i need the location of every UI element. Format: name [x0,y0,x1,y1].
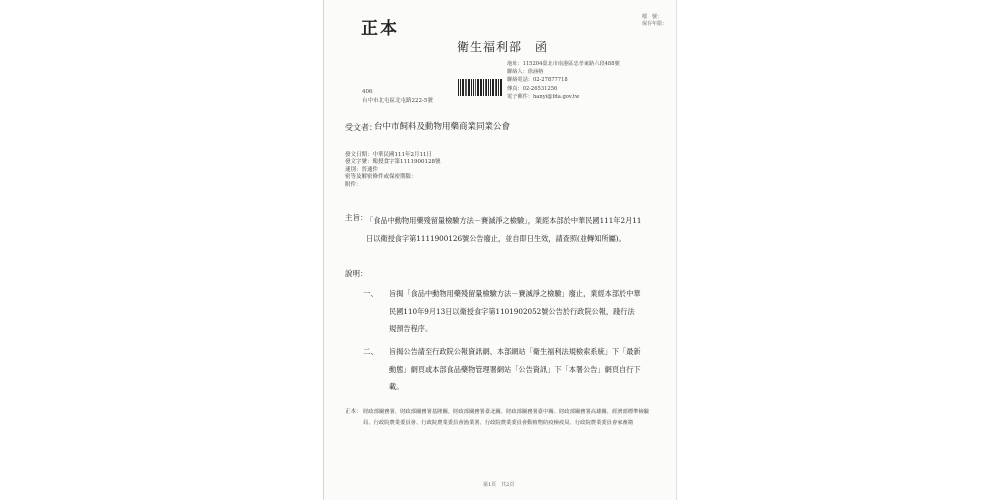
original-copy-stamp: 正本 [361,19,399,39]
explanation-item-2-number: 二、 [363,347,378,356]
barcode-bar [458,79,459,96]
contact-block [507,60,620,101]
barcode-bar [465,79,467,96]
mailing-zip: 406 [362,89,373,95]
postal-barcode [458,79,502,96]
barcode-bar [495,79,496,96]
barcode-bar [460,79,461,96]
barcode-bar [486,79,487,96]
explanation-label: 說明： [345,269,368,278]
contact-person: 聯絡人：徐涵榕 [507,69,544,76]
recipient-name: 台中市飼料及動物用藥商業同業公會 [374,122,511,132]
contact-phone: 聯絡電話：02-27877718 [507,77,568,84]
retention-period: 保存年限： [641,21,667,27]
dispatch-date: 發文日期：中華民國111年2月11日 [345,152,432,158]
barcode-bar [462,79,463,96]
urgency: 速別：普通件 [345,166,379,173]
barcode-bar [490,79,491,96]
cc-recipients: 財政部關務署、財政部關務署基隆關、財政部關務署臺北關、財政部關務署臺中關、財政部關務署高雄關、經濟部標準檢驗局、行政院農業委員會、行政院農業委員會漁業署、行政院農業委員會動植物防疫檢疫局、行政院農業委員會家畜衛 [363,409,650,426]
barcode-bar [477,79,479,96]
barcode-bar [469,79,470,96]
barcode-bar [498,79,499,96]
contact-address: 地址：115204臺北市南港區忠孝東路六段488號 [507,61,620,67]
attachments: 附件： [345,181,362,188]
dispatch-number: 發文字號：衛授食字第1111900128號 [345,159,441,166]
page-number: 第1頁 共2頁 [483,482,515,488]
barcode-bar [485,79,486,96]
subject-text: 「食品中動物用藥殘留量檢驗方法－賽滅淨之檢驗」，業經本部於中華民國111年2月11日以衛授食字第1111900126號公告廢止，並自即日生效，請查照(並轉知所屬)。 [366,216,642,243]
barcode-bar [481,79,482,96]
barcode-bar [473,79,474,96]
barcode-bar [501,79,502,96]
barcode-bar [500,79,501,96]
barcode-bar [483,79,484,96]
recipient-label: 受文者： [345,123,377,132]
page-left-edge [323,0,324,500]
barcode-bar [488,79,489,96]
barcode-bar [468,79,469,96]
archive-info [642,14,667,28]
issuing-agency-title: 衛生福利部 函 [457,40,549,54]
barcode-bar [471,79,472,96]
archive-number: 檔 號： [641,14,662,20]
barcode-bar [480,79,481,96]
contact-email: 電子郵件：hanyi@fda.gov.tw [507,93,580,100]
barcode-bar [463,79,464,96]
explanation-item-1-text: 旨揭「食品中動物用藥殘留量檢驗方法－賽滅淨之檢驗」廢止，業經本部於中華民國110年9月13日以衛授食字第1101902052號公告於行政院公報，踐行法規預告程序。 [389,289,641,333]
cc-label: 正本： [345,409,362,415]
explanation-item-1-number: 一、 [363,289,378,298]
document-page [323,0,677,500]
page-right-edge [676,0,677,500]
subject-label: 主旨： [345,213,368,222]
barcode-bar [492,79,494,96]
explanation-item-2-text: 旨揭公告請至行政院公報資訊網、本部網站「衛生福利法規檢索系統」下「最新動態」網頁或本部食品藥物管理署網站「公告資訊」下「本署公告」網頁自行下載。 [389,347,641,391]
mailing-address: 台中市北屯區北屯路222-5號 [362,98,433,104]
barcode-bar [496,79,497,96]
dispatch-meta [345,152,441,189]
classification: 密等及解密條件或保密期限： [345,174,417,181]
contact-fax: 傳真：02-26531256 [507,85,558,92]
barcode-bar [475,79,476,96]
